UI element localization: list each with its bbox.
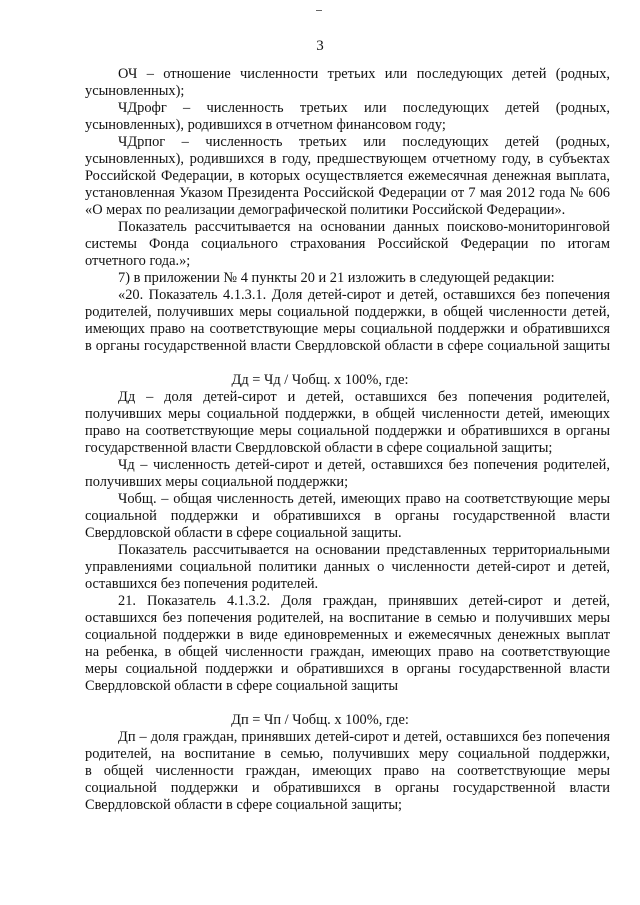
text-line: оставшихся без попечения родителей. — [85, 576, 319, 592]
page-number: 3 — [316, 38, 324, 54]
text-line: «20. Показатель 4.1.3.1. Доля детей-сирот и детей, оставшихся без попечения — [118, 287, 610, 303]
text-line: ОЧ – отношение численности третьих или последующих детей (родных, — [118, 66, 610, 82]
text-line: «О мерах по реализации демографической политики Российской Федерации». — [85, 202, 566, 218]
text-line: усыновленных), родившихся в году, предшествующем отчетному году, в субъектах — [85, 151, 610, 167]
text-line: социальной поддержки в виде единовременных и ежемесячных денежных выплат — [85, 627, 610, 643]
text-line: социальной поддержки и обратившихся в органы государственной власти — [85, 508, 610, 524]
text-line: Чобщ. – общая численность детей, имеющих право на соответствующие меры — [118, 491, 610, 507]
text-line: усыновленных); — [85, 83, 185, 99]
formula-line: Дд = Чд / Чобщ. х 100%, где: — [231, 372, 409, 388]
formula-line: Дп = Чп / Чобщ. х 100%, где: — [231, 712, 409, 728]
text-line: Дп – доля граждан, принявших детей-сирот и детей, оставшихся без попечения — [118, 729, 610, 745]
text-line: системы Фонда социального страхования Российской Федерации по итогам — [85, 236, 610, 252]
text-line: имеющих право на соответствующие меры социальной поддержки и обратившихся — [85, 321, 610, 337]
text-line: управлениями социальной политики данных о численности детей-сирот и детей, — [85, 559, 610, 575]
text-line: социальной поддержки и обратившихся в органы государственной власти — [85, 780, 610, 796]
text-line: отчетного года.»; — [85, 253, 191, 269]
text-line: Показатель рассчитывается на основании представленных территориальными — [118, 542, 610, 558]
text-line: Дд – доля детей-сирот и детей, оставшихся без попечения родителей, — [118, 389, 610, 405]
text-line: Свердловской области в сфере социальной защиты — [85, 678, 399, 694]
text-line: Свердловской области в сфере социальной защиты. — [85, 525, 402, 541]
text-line: родителей, на воспитание в семью, получивших меру социальной поддержки, — [85, 746, 610, 762]
text-line: Свердловской области в сфере социальной защиты; — [85, 797, 403, 813]
text-line: Чд – численность детей-сирот и детей, оставшихся без попечения родителей, — [118, 457, 610, 473]
text-line: 21. Показатель 4.1.3.2. Доля граждан, принявших детей-сирот и детей, — [118, 593, 610, 609]
text-line: установленная Указом Президента Российской Федерации от 7 мая 2012 года № 606 — [85, 185, 610, 201]
text-line: на ребенка, в общей численности граждан, имеющих право на соответствующие — [85, 644, 610, 660]
text-line: Показатель рассчитывается на основании данных поисково-мониторинговой — [118, 219, 610, 235]
text-line: Российской Федерации, в которых осуществляется ежемесячная денежная выплата, — [85, 168, 610, 184]
text-line: ЧДрпог – численность третьих или последующих детей (родных, — [118, 134, 610, 150]
text-line: в общей численности граждан, имеющих право на соответствующие меры — [85, 763, 610, 779]
text-line: в органы государственной власти Свердловской области в сфере социальной защиты — [85, 338, 610, 354]
text-line: родителей, получивших меры социальной поддержки, в общей численности детей, — [85, 304, 610, 320]
text-line: государственной власти Свердловской области в сфере социальной защиты; — [85, 440, 553, 456]
text-line: право на соответствующие меры социальной поддержки и обратившихся в органы — [85, 423, 610, 439]
text-line: меры социальной поддержки и обратившихся в органы государственной власти — [85, 661, 610, 677]
text-line: получивших меры социальной поддержки; — [85, 474, 349, 490]
text-line: 7) в приложении № 4 пункты 20 и 21 изложить в следующей редакции: — [118, 270, 555, 286]
text-line: оставшихся без попечения родителей, на воспитание в семью и получивших меры — [85, 610, 610, 626]
text-line: ЧДрофг – численность третьих или последующих детей (родных, — [118, 100, 610, 116]
text-line: усыновленных), родившихся в отчетном финансовом году; — [85, 117, 446, 133]
text-line: получивших меры социальной поддержки, в общей численности детей, имеющих — [85, 406, 610, 422]
scan-mark — [316, 10, 322, 11]
